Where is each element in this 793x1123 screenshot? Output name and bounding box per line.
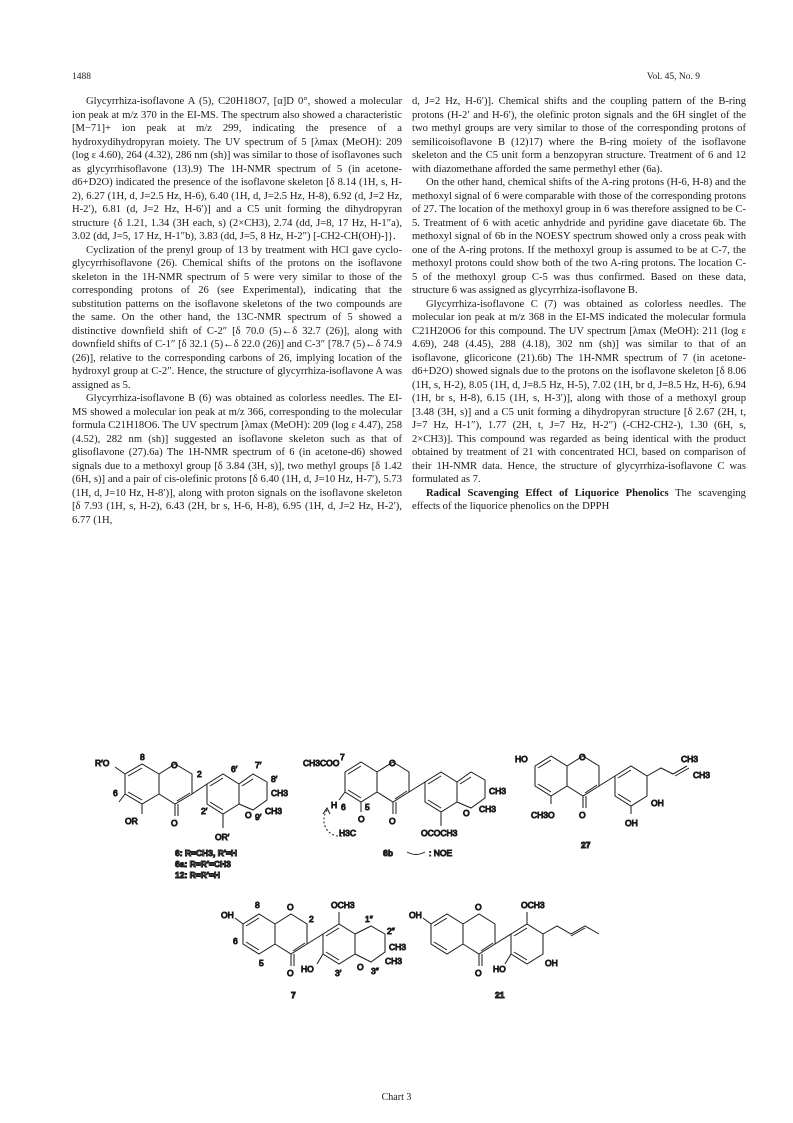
section-heading: Radical Scavenging Effect of Liquorice Phenolics: [426, 487, 669, 499]
s6-n6p: 6′: [231, 764, 238, 774]
s6b-h: H: [331, 800, 338, 810]
chart-caption: Chart 3: [381, 1092, 412, 1103]
s6-n7p: 7′: [255, 760, 262, 770]
s7-n2: 2: [309, 914, 314, 924]
s6-ch3b: CH3: [265, 806, 283, 816]
s6-n2p: 2′: [201, 806, 208, 816]
structures-svg: [95, 752, 715, 1082]
paragraph: d, J=2 Hz, H-6′)]. Chemical shifts and the coupling pattern of the B-ring protons (H-2′ and H-6′), the olefinic proton signals and the 6H singlet of the two methyl groups are very similar to those of the corresponding protons of semilicoisoflavone B (12)17) where the B-ring moiety of the isoflavone skeleton and the C5 unit form a benzopyran structure. Treatment of 6 and 12 with diazomethane afforded the same permethyl ether (6a).: [412, 96, 746, 175]
s7-ch3b: CH3: [385, 956, 403, 966]
s7-n5: 5: [259, 958, 264, 968]
s6-o4: O: [171, 818, 178, 828]
s6b-oac: OCOCH3: [421, 828, 458, 838]
s7-n3p: 3′: [335, 968, 342, 978]
s7-o-ring: O: [287, 902, 294, 912]
s6-n8: 8: [140, 752, 145, 762]
s6b-o-ring: O: [389, 758, 396, 768]
s6b-label: 6b: [383, 848, 393, 858]
s7-n8: 8: [255, 900, 260, 910]
s21-o-ring: O: [475, 902, 482, 912]
chemical-structures-chart: [95, 752, 715, 1082]
s21-oh: OH: [409, 910, 422, 920]
paragraph: Cyclization of the prenyl group of 13 by treatment with HCl gave cyclo-glycyrrhisoflavone (26). Chemical shifts of the protons on the isoflavone skeleton in the 1H-NMR spectrum of 5 were very similar to those of the corresponding protons of 26 (see Experimental), indicating that the substitution patterns on the isoflavone skeletons of the two compounds are the same. On the other hand, the 13C-NMR spectrum of 5 showed a distinctive downfield shift of C-2″ [δ 70.0 (5)←δ 32.7 (26)], along with downfield shifts of C-1″ [δ 32.1 (5)←δ 22.0 (26)] and C-3″ [78.7 (5)←δ 74.9 (26)], relative to the corresponding carbons of 26, implying location of the hydroxyl group at C-2″. Hence, the structure of glycyrrhiza-isoflavone A was assigned as 5.: [72, 244, 402, 391]
s6-legend-2: 6a: R=R′=CH3: [175, 859, 231, 869]
s21-label: 21: [495, 990, 505, 1000]
s6-o-pyran: O: [245, 810, 252, 820]
s6-n6: 6: [113, 788, 118, 798]
s27-ch3a: CH3: [681, 754, 699, 764]
s7-oh: OH: [221, 910, 234, 920]
s27-o4: O: [579, 810, 586, 820]
s6-o-ring: O: [171, 760, 178, 770]
paragraph: Glycyrrhiza-isoflavone C (7) was obtained as colorless needles. The molecular ion peak at m/z 368 in the EI-MS indicated the molecular formula C21H20O6 for this compound. The UV spectrum [λmax (MeOH): 211 (log ε 4.69), 248 (4.45), 288 (4.18), 302 nm (sh)] was similar to that of an isoflavone, glicoricone (21).6b) The 1H-NMR spectrum of 7 (in acetone-d6+D2O) showed signals due to the protons on the isoflavone skeleton [δ 8.06 (1H, s, H-2), 8.05 (1H, d, J=8.5 Hz, H-5), 7.02 (1H, br d, J=8.5 Hz, H-6), 6.94 (1H, br s, H-8), 6.15 (1H, s, H-3′)], along with those of a methoxyl group [3.48 (3H, s)] and a C5 unit forming a dihydropyran structure [δ 2.67 (2H, t, J=7 Hz, H-1″), 1.77 (2H, t, J=7 Hz, H-2″) (-CH2-CH2-), 1.30 (6H, s, 2×CH3)]. This compound was regarded as being identical with the product obtained by treatment of 21 with concentrated HCl, based on comparison of their 1H-NMR data. Hence, the structure of glycyrrhiza-isoflavone C was formulated as 7.: [412, 298, 746, 485]
s6-n9p: 9′: [255, 812, 262, 822]
right-column: [412, 95, 746, 514]
s6-sub-r: R′O: [95, 758, 110, 768]
structure-6b: [323, 762, 485, 836]
s6-or-b: OR′: [215, 832, 230, 842]
s7-n6: 6: [233, 936, 238, 946]
s7-n1pp: 1″: [365, 914, 373, 924]
s7-ho: HO: [301, 964, 314, 974]
paragraph: Glycyrrhiza-isoflavone B (6) was obtained as colorless needles. The EI-MS showed a molecular ion peak at m/z 366, corresponding to the molecular formula C21H18O6. The UV spectrum [λmax (MeOH): 209 (log ε 4.47), 258 (4.52), 282 nm (sh)] suggested an isoflavone skeleton such as that of glisoflavone (27).6a) The 1H-NMR spectrum of 6 (in acetone-d6) showed signals due to a methoxyl group [δ 3.84 (3H, s)], two methyl groups [δ 1.42 (6H, s)] and a pair of cis-olefinic protons [δ 6.40 (1H, d, J=10 Hz, H-7′), 5.73 (1H, d, J=10 Hz, H-8′)], along with proton signals on the isoflavone skeleton [δ 7.93 (1H, s, H-2), 6.43 (2H, br s, H-6, H-8), 6.95 (1H, d, J=2 Hz, H-2′), 6.77 (1H,: [72, 393, 402, 526]
s7-o-pyran: O: [357, 962, 364, 972]
s6-n2: 2: [197, 769, 202, 779]
s6-ch3a: CH3: [271, 788, 289, 798]
s27-label: 27: [581, 840, 591, 850]
s6-or: OR: [125, 816, 138, 826]
s7-n2pp: 2″: [387, 926, 395, 936]
noe-symbol: [407, 852, 425, 855]
s6b-ac: CH3COO: [303, 758, 340, 768]
paragraph: Radical Scavenging Effect of Liquorice Phenolics The scavenging effects of the liquorice phenolics on the DPPH: [412, 487, 746, 512]
left-column: [72, 95, 402, 527]
s6b-o-pyran: O: [463, 808, 470, 818]
s7-n3pp: 3″: [371, 966, 379, 976]
s6b-n7: 7: [340, 752, 345, 762]
s21-oh2: OH: [545, 958, 558, 968]
s27-ch3o: CH3O: [531, 810, 555, 820]
s7-o4: O: [287, 968, 294, 978]
structure-27: [535, 756, 689, 814]
s6b-h3c: H3C: [339, 828, 357, 838]
page-header-left: 1488: [72, 72, 91, 82]
s27-ch3b: CH3: [693, 770, 711, 780]
s21-o4: O: [475, 968, 482, 978]
structure-21: [423, 912, 599, 966]
s21-och3: OCH3: [521, 900, 545, 910]
paragraph: On the other hand, chemical shifts of the A-ring protons (H-6, H-8) and the methoxyl signal of 6 were comparable with those of the corresponding protons of 27. The location of the methoxyl group in 6 was therefore assigned to be C-5. Treatment of 6 with acetic anhydride and pyridine gave diacetate 6b. The methoxyl signal of 6b in the NOESY spectrum showed only a cross peak with one of the A-ring protons. If the methoxyl group is assumed to be at C-7, the methoxyl protons could show both of the two A-ring protons. The location C-5 of the methoxyl group C-5 was thus confirmed. Based on these data, structure 6 was assigned as glycyrrhiza-isoflavone B.: [412, 177, 746, 296]
s27-oh2: OH: [625, 818, 638, 828]
s6b-n6: 6: [341, 802, 346, 812]
s7-och3: OCH3: [331, 900, 355, 910]
s27-o-ring: O: [579, 752, 586, 762]
s7-ch3a: CH3: [389, 942, 407, 952]
s6b-noe: : NOE: [429, 848, 453, 858]
paragraph: Glycyrrhiza-isoflavone A (5), C20H18O7, [α]D 0°, showed a molecular ion peak at m/z 370 in the EI-MS. The spectrum also showed a characteristic [M−71]+ ion peak at m/z 299, indicating the presence of a hydroxydihydropyran moiety. The UV spectrum of 5 [λmax (MeOH): 209 (log ε 4.60), 264 (4.32), 286 nm (sh)] was similar to those of isoflavones such as glycyrrhisoflavone (13).9) The 1H-NMR spectrum of 5 (in acetone-d6+D2O) indicated the presence of the isoflavone skeleton [δ 8.14 (1H, s, H-2), 6.27 (1H, d, J=2.5 Hz, H-6), 6.40 (1H, d, J=2.5 Hz, H-8), 6.92 (d, J=2 Hz, H-2′), 6.81 (d, J=2 Hz, H-6′)] and a C5 unit forming the dihydropyran structure {δ 1.21, 1.34 (3H each, s) (2×CH3), 2.74 (dd, J=8, 17 Hz, H-1″a), 3.02 (dd, J=5, 17 Hz, H-1″b), 3.83 (dd, J=5, 8 Hz, H-2″) [-CH2-CH(OH)-]}.: [72, 96, 402, 242]
s6b-ch3a: CH3: [489, 786, 507, 796]
s27-oh1: OH: [651, 798, 664, 808]
s6-n8p: 8′: [271, 774, 278, 784]
s6b-o4: O: [389, 816, 396, 826]
s6b-ch3b: CH3: [479, 804, 497, 814]
page-header-right: Vol. 45, No. 9: [646, 72, 700, 82]
s27-ho: HO: [515, 754, 528, 764]
s7-label: 7: [291, 990, 296, 1000]
s6b-o: O: [358, 814, 365, 824]
s6-legend-3: 12: R=R′=H: [175, 870, 221, 880]
s6b-n5: 5: [365, 802, 370, 812]
s6-legend-1: 6: R=CH3, R′=H: [175, 848, 238, 858]
s21-ho: HO: [493, 964, 506, 974]
